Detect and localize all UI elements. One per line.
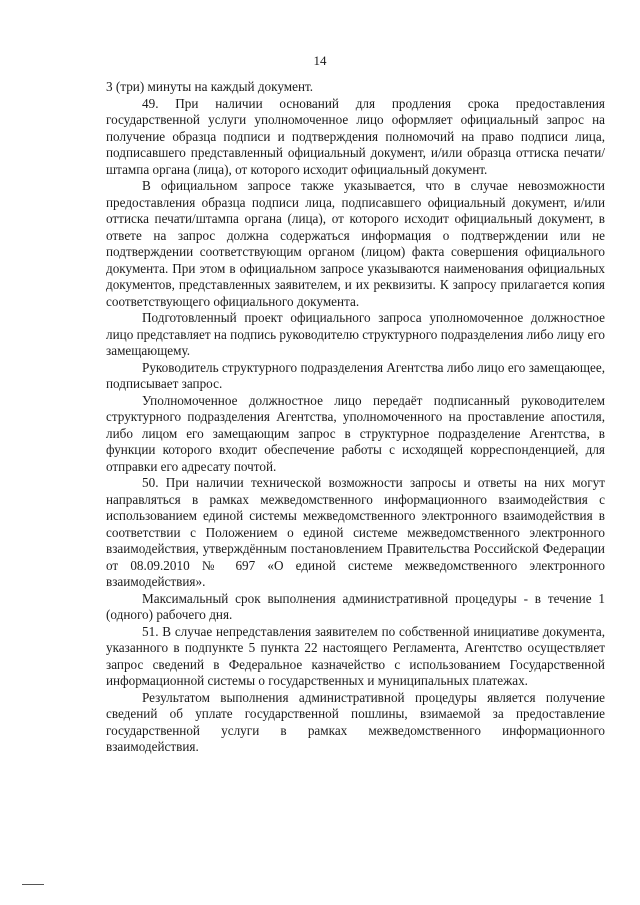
footer-rule: [22, 884, 44, 885]
paragraph-transfer: Уполномоченное должностное лицо передаёт подписанный руководителем структурного подразделения Агентства, уполномоченного на проставление апостиля, либо лицом его замещающим запрос в структурное подразделение Агентства, в функции которого входит обеспечение работы с исходящей корреспонденцией, для отправки его адресату почтой.: [106, 392, 605, 474]
paragraph-prepared-draft: Подготовленный проект официального запроса уполномоченное должностное лицо представляет на подпись руководителю структурного подразделения либо лицу его замещающему.: [106, 310, 605, 358]
paragraph-max-duration: Максимальный срок выполнения административной процедуры - в течение 1 (одного) рабочего дня.: [106, 590, 605, 622]
paragraph-official-request: В официальном запросе также указывается, что в случае невозможности предоставления образца подписи лица, подписавшего официальный документ, и/или оттиска печати/штампа органа (лица), от которого исходит официальный документ, в ответе на запрос должна содержаться информация о подтверждении или не подтверждении соответствующим органом (лицом) факта совершения официального документа. При этом в официальном запросе указываются наименования официальных документов, представленных заявителем, и их реквизиты. К запросу прилагается копия соответствующего официального документа.: [106, 178, 605, 309]
paragraph-continuation: 3 (три) минуты на каждый документ.: [106, 79, 314, 94]
paragraph-49: 49. При наличии оснований для продления срока предоставления государственной услуги уполномоченное лицо оформляет официальный запрос на получение образца подписи и подтверждения полномочий на право подписи лица, подписавшего представленный официальный документ, и/или образца оттиска печати/штампа органа (лица), от которого исходит официальный документ.: [106, 95, 605, 177]
page-number: 14: [313, 53, 327, 68]
paragraph-51: 51. В случае непредставления заявителем по собственной инициативе документа, указанного в подпункте 5 пункта 22 настоящего Регламента, Агентство осуществляет запрос сведений в Федеральное казначейство с использованием Государственной информационной системы о государственных и муниципальных платежах.: [106, 623, 605, 688]
document-body: [106, 79, 605, 756]
paragraph-result: Результатом выполнения административной процедуры является получение сведений об уплате государственной пошлины, взимаемой за предоставление государственной услуги в рамках межведомственного информационного взаимодействия.: [106, 689, 605, 754]
paragraph-head-signs: Руководитель структурного подразделения Агентства либо лицо его замещающее, подписывает запрос.: [106, 359, 605, 391]
paragraph-50: 50. При наличии технической возможности запросы и ответы на них могут направляться в рамках межведомственного информационного взаимодействия с использованием единой системы межведомственного электронного взаимодействия в соответствии с Положением о единой системе межведомственного электронного взаимодействия, утверждённым постановлением Правительства Российской Федерации от 08.09.2010 № 697 «О единой системе межведомственного электронного взаимодействия».: [106, 475, 605, 589]
